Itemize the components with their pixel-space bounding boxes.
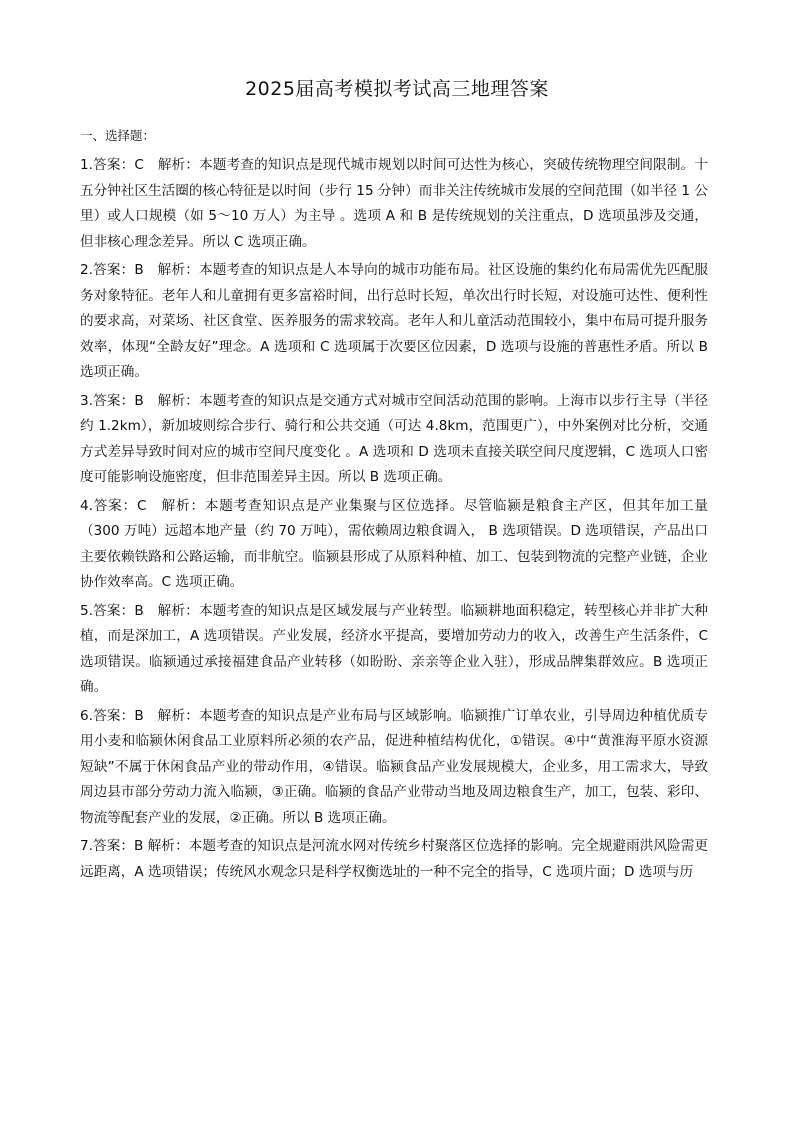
answer-item-1: 1.答案：C 解析：本题考查的知识点是现代城市规划以时间可达性为核心，突破传统物理空间限制。十五分钟社区生活圈的核心特征是以时间（步行 15 分钟）而非关注传统城市发展的空间范围（如半径 1 公里）或人口规模（如 5～10 万人）为主导 。选项 A 和 B 是传统规划的关注重点，D 选项虽涉及交通，但非核心理念差异。所以 C 选项正确。 [80,157,708,250]
answer-item-7: 7.答案：B 解析：本题考查的知识点是河流水网对传统乡村聚落区位选择的影响。完全规避雨洪风险需更远距离，A 选项错误；传统风水观念只是科学权衡选址的一种不完全的指导，C 选项片面；D 选项与历 [80,838,708,880]
answer-item-6: 6.答案：B 解析：本题考查的知识点是产业布局与区域影响。临颍推广订单农业，引导周边种植优质专用小麦和临颍休闲食品工业原料所必须的农产品，促进种植结构优化，①错误。④中“黄淮海平原水资源短缺”不属于休闲食品产业的带动作用，④错误。临颍食品产业发展规模大，企业多，用工需求大，导致周边县市部分劳动力流入临颍，③正确。临颍的食品产业带动当地及周边粮食生产，加工，包装、彩印、物流等配套产业的发展，②正确。所以 B 选项正确。 [80,707,708,826]
answer-item-4: 4.答案：C 解析：本题考查知识点是产业集聚与区位选择。尽管临颍是粮食主产区，但其年加工量（300 万吨）远超本地产量（约 70 万吨），需依赖周边粮食调入， B 选项错误。D 选项错误，产品出口主要依赖铁路和公路运输，而非航空。临颍县形成了从原料种植、加工、包装到物流的完整产业链，企业协作效率高。C 选项正确。 [80,497,708,590]
answer-item-2: 2.答案：B 解析：本题考查的知识点是人本导向的城市功能布局。社区设施的集约化布局需优先匹配服务对象特征。老年人和儿童拥有更多富裕时间，出行总时长短，单次出行时长短，对设施可达性、便利性的要求高，对菜场、社区食堂、医养服务的需求较高。老年人和儿童活动范围较小，集中布局可提升服务效率，体现“全龄友好”理念。A 选项和 C 选项属于次要区位因素，D 选项与设施的普惠性矛盾。所以 B 选项正确。 [80,262,708,380]
section-heading: 一、选择题： [80,128,156,143]
page-title: 2025届高考模拟考试高三地理答案 [245,78,549,100]
answer-item-3: 3.答案：B 解析：本题考查的知识点是交通方式对城市空间活动范围的影响。上海市以步行主导（半径约 1.2km），新加坡则综合步行、骑行和公共交通（可达 4.8km，范围更广），中外案例对比分析，交通方式差异导致时间对应的城市空间尺度变化 。A 选项和 D 选项未直接关联空间尺度逻辑，C 选项人口密度可能影响设施密度，但非范围差异主因。所以 B 选项正确。 [80,392,708,485]
answer-item-5: 5.答案：B 解析：本题考查的知识点是区域发展与产业转型。临颍耕地面积稳定，转型核心并非扩大种植，而是深加工，A 选项错误。产业发展，经济水平提高，要增加劳动力的收入，改善生产生活条件，C 选项错误。临颍通过承接福建食品产业转移（如盼盼、亲亲等企业入驻），形成品牌集群效应。B 选项正确。 [80,602,708,695]
answer-list [80,153,708,888]
